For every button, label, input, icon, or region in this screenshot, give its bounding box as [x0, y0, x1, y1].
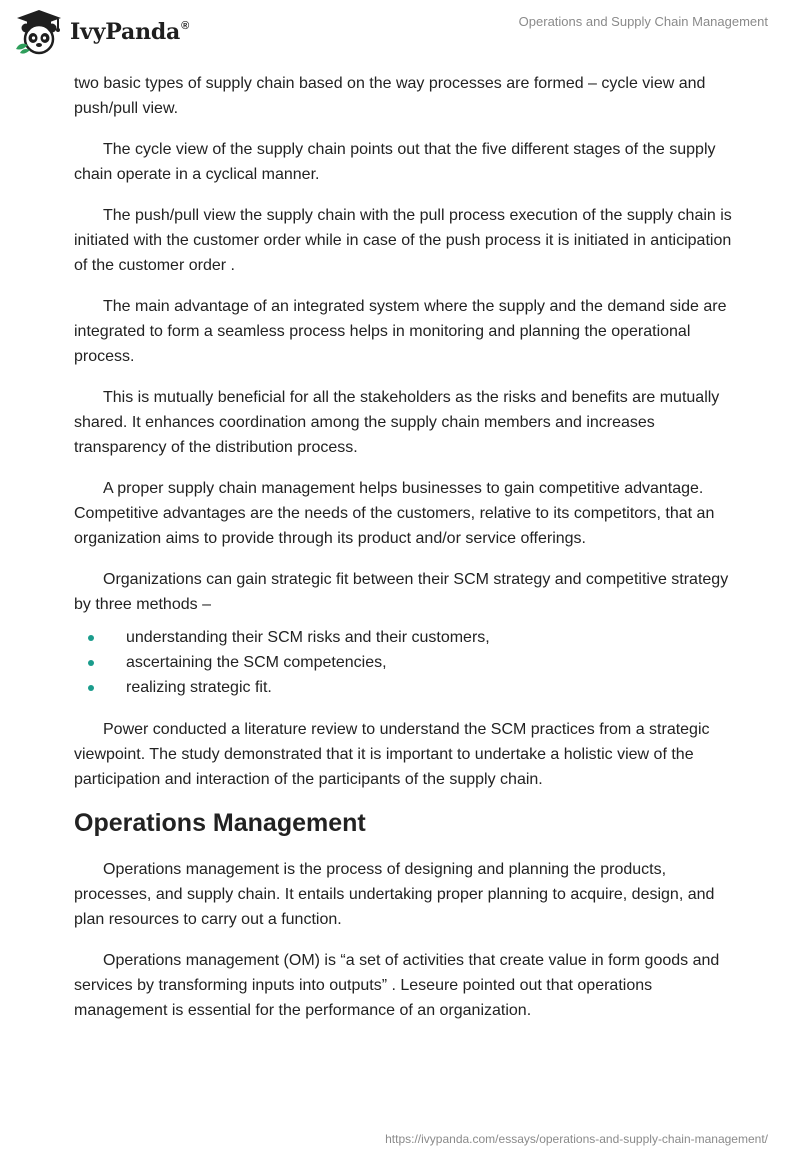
document-title: Operations and Supply Chain Management [518, 14, 768, 29]
bullet-icon [88, 685, 94, 691]
section-heading: Operations Management [74, 809, 366, 837]
paragraph: The main advantage of an integrated system where the supply and the demand side are integrated to form a seamless process helps in monitoring and planning the operational process. [74, 298, 727, 365]
list-item: ascertaining the SCM competencies, [74, 650, 734, 675]
paragraph: Power conducted a literature review to understand the SCM practices from a strategic viewpoint. The study demonstrated that it is important to undertake a holistic view of the participation and interaction of the participants of the supply chain. [74, 721, 710, 788]
panda-logo-icon [14, 9, 64, 55]
paragraph: This is mutually beneficial for all the stakeholders as the risks and benefits are mutually shared. It enhances coordination among the supply chain members and increases transparency of the distribution process. [74, 389, 720, 456]
methods-list [74, 625, 734, 700]
bullet-icon [88, 660, 94, 666]
source-url[interactable]: https://ivypanda.com/essays/operations-and-supply-chain-management/ [385, 1132, 768, 1146]
paragraph: The cycle view of the supply chain points out that the five different stages of the supply chain operate in a cyclical manner. [74, 141, 716, 183]
list-item: understanding their SCM risks and their customers, [74, 625, 734, 650]
paragraph: The push/pull view the supply chain with the pull process execution of the supply chain is initiated with the customer order while in case of the push process it is initiated in anticipation of the customer order . [74, 207, 732, 274]
paragraph: Operations management (OM) is “a set of activities that create value in form goods and services by transforming inputs into outputs” . Leseure pointed out that operations management is essential for the performance of an organization. [74, 952, 720, 1019]
list-item: realizing strategic fit. [74, 675, 734, 700]
paragraph: A proper supply chain management helps businesses to gain competitive advantage. Competitive advantages are the needs of the customers, relative to its competitors, that an organization aims to provide through its product and/or service offerings. [74, 480, 715, 547]
essay-body [74, 71, 734, 1039]
bullet-icon [88, 635, 94, 641]
paragraph: Organizations can gain strategic fit between their SCM strategy and competitive strategy by three methods – [74, 571, 729, 613]
ivypanda-logo[interactable] [14, 9, 189, 55]
logo-wordmark: IvyPanda® [70, 19, 190, 45]
page-header [0, 0, 800, 64]
paragraph: two basic types of supply chain based on the way processes are formed – cycle view and push/pull view. [74, 75, 706, 117]
paragraph: Operations management is the process of designing and planning the products, processes, and supply chain. It entails undertaking proper planning to acquire, design, and plan resources to carry out a function. [74, 861, 715, 928]
